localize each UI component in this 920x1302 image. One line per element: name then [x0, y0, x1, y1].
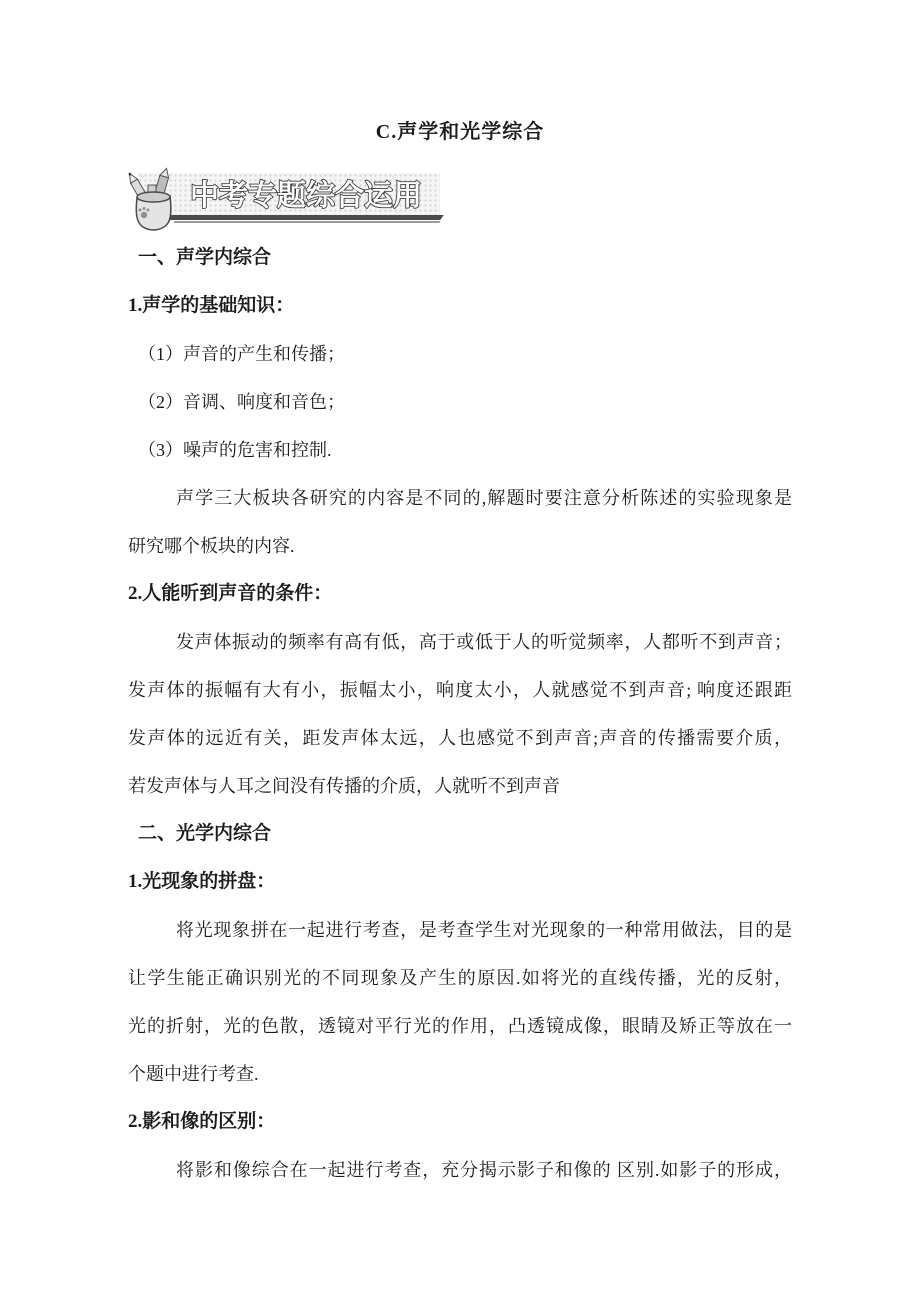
list-item-noise-control: （3）噪声的危害和控制. — [138, 440, 332, 460]
para-shadow-line1: 将影和像综合在一起进行考查，充分揭示影子和像的 区别.如影子的形成， — [176, 1160, 792, 1180]
banner-title: 中考专题综合运用 — [190, 180, 423, 212]
document-title: C.声学和光学综合 — [375, 121, 545, 143]
para-sound-blocks-line2: 研究哪个板块的内容. — [128, 536, 295, 556]
list-item-sound-generation: （1）声音的产生和传播； — [138, 344, 345, 364]
para-light-line2: 让学生能正确识别光的不同现象及产生的原因.如将光的直线传播，光的反射， — [128, 968, 792, 988]
heading-sound-comprehensive: 一、声学内综合 — [138, 247, 272, 268]
para-hearing-line2: 发声体的振幅有大有小，振幅太小，响度太小，人就感觉不到声音; 响度还跟距 — [128, 680, 792, 700]
para-sound-blocks-line1: 声学三大板块各研究的内容是不同的,解题时要注意分析陈述的实验现象是 — [176, 488, 792, 508]
section-banner — [128, 167, 444, 229]
banner-title-graphic — [190, 174, 442, 216]
banner-underline — [168, 215, 442, 225]
para-hearing-line3: 发声体的远近有关，距发声体太远，人也感觉不到声音;声音的传播需要介质， — [128, 728, 792, 748]
subheading-light-phenomena: 1.光现象的拼盘： — [128, 871, 276, 892]
list-item-pitch-loudness-timbre: （2）音调、响度和音色； — [138, 392, 345, 412]
para-hearing-line4: 若发声体与人耳之间没有传播的介质，人就听不到声音 — [128, 776, 560, 796]
para-hearing-line1: 发声体振动的频率有高有低，高于或低于人的听觉频率，人都听不到声音； — [176, 632, 792, 652]
heading-optics-comprehensive: 二、光学内综合 — [138, 823, 272, 844]
para-light-line1: 将光现象拼在一起进行考查，是考查学生对光现象的一种常用做法，目的是 — [176, 920, 792, 940]
subheading-sound-basics: 1.声学的基础知识： — [128, 295, 295, 316]
subheading-hearing-conditions: 2.人能听到声音的条件： — [128, 583, 333, 604]
document-body — [128, 234, 792, 1194]
para-light-line4: 个题中进行考查. — [128, 1064, 259, 1084]
subheading-shadow-vs-image: 2.影和像的区别： — [128, 1111, 276, 1132]
para-light-line3: 光的折射，光的色散，透镜对平行光的作用，凸透镜成像，眼睛及矫正等放在一 — [128, 1016, 792, 1036]
pencil-cup-icon — [126, 167, 182, 231]
